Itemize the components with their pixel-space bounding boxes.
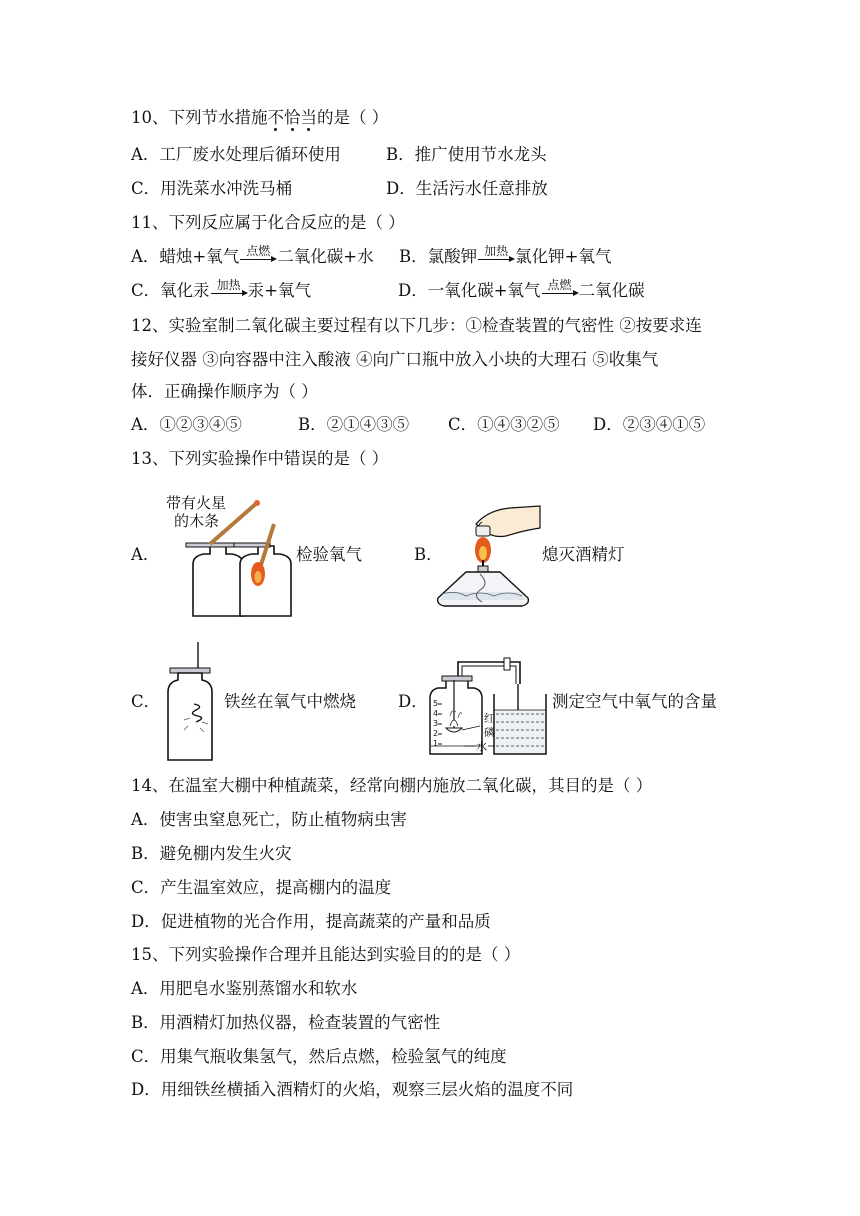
q12-stem-line-1: 12、实验室制二氧化碳主要过程有以下几步：①检查装置的气密性 ②按要求连 xyxy=(131,316,702,335)
reaction-condition: 加热 xyxy=(216,278,241,292)
test-oxygen-figure xyxy=(160,488,295,620)
scale-mark: 3 xyxy=(433,719,439,728)
q10-option-b: B．推广使用节水龙头 xyxy=(386,145,547,164)
q11-stem: 11、下列反应属于化合反应的是（ ） xyxy=(131,213,405,232)
reaction-condition: 点燃 xyxy=(246,244,271,258)
q11-a-reactants: A．蜡烛+氧气 xyxy=(131,247,240,266)
q12-stem-line-2: 接好仪器 ③向容器中注入酸液 ④向广口瓶中放入小块的大理石 ⑤收集气 xyxy=(131,350,659,369)
q10-stem xyxy=(131,107,388,129)
figure-label-phosphorus: 磷 xyxy=(484,726,495,739)
scale-mark: 1 xyxy=(433,739,439,748)
q15-option-c: C．用集气瓶收集氢气，然后点燃，检验氢气的纯度 xyxy=(131,1047,507,1066)
q11-option-c xyxy=(131,280,311,302)
q13-stem: 13、下列实验操作中错误的是（ ） xyxy=(131,449,389,468)
figure-label-water: 水 xyxy=(476,740,487,753)
figure-label-splint: 的木条 xyxy=(174,512,220,530)
reaction-arrow xyxy=(541,280,579,302)
q10-option-a: A．工厂废水处理后循环使用 xyxy=(131,145,341,164)
q10-emphasis-char: 恰 xyxy=(284,108,301,127)
q11-option-d xyxy=(398,280,645,302)
iron-wire-combustion-figure xyxy=(160,642,222,766)
figure-label-phosphorus: 红 xyxy=(484,712,495,725)
q10-option-c: C．用洗菜水冲洗马桶 xyxy=(131,179,293,198)
reaction-arrow xyxy=(239,246,277,268)
reaction-arrow xyxy=(210,280,248,302)
q14-option-b: B．避免棚内发生火灾 xyxy=(131,844,292,863)
figure-label-splint: 带有火星 xyxy=(166,494,227,512)
scale-mark: 2 xyxy=(433,729,439,738)
q14-option-d: D．促进植物的光合作用，提高蔬菜的产量和品质 xyxy=(131,912,491,931)
q12-option-b: B．②①④③⑤ xyxy=(298,415,410,434)
q12-stem-line-3: 体．正确操作顺序为（ ） xyxy=(131,382,318,401)
q11-c-reactants: C．氧化汞 xyxy=(131,281,210,300)
q13-option-c-caption: 铁丝在氧气中燃烧 xyxy=(224,692,356,711)
q10-stem-post: 的是（ ） xyxy=(317,108,389,127)
q11-b-reactants: B．氯酸钾 xyxy=(399,247,478,266)
q12-option-d: D．②③④①⑤ xyxy=(593,415,706,434)
q15-option-b: B．用酒精灯加热仪器，检查装置的气密性 xyxy=(131,1013,441,1032)
q15-option-a: A．用肥皂水鉴别蒸馏水和软水 xyxy=(131,979,358,998)
q11-d-products: 二氧化碳 xyxy=(578,281,645,300)
reaction-condition: 点燃 xyxy=(547,278,572,292)
q13-option-d-caption: 测定空气中氧气的含量 xyxy=(552,692,717,711)
q14-option-a: A．使害虫窒息死亡，防止植物病虫害 xyxy=(131,810,407,829)
q10-emphasis-char: 不 xyxy=(267,108,284,127)
q11-b-products: 氯化钾+氧气 xyxy=(515,247,612,266)
q13-option-a-caption: 检验氧气 xyxy=(296,545,362,564)
reaction-arrow xyxy=(477,246,515,268)
q14-option-c: C．产生温室效应，提高棚内的温度 xyxy=(131,878,392,897)
oxygen-content-figure xyxy=(424,646,550,758)
extinguish-lamp-figure xyxy=(436,502,546,612)
q12-option-a: A．①②③④⑤ xyxy=(131,415,242,434)
q11-option-a xyxy=(131,246,374,268)
q15-option-d: D．用细铁丝横插入酒精灯的火焰，观察三层火焰的温度不同 xyxy=(131,1080,574,1099)
q10-option-d: D．生活污水任意排放 xyxy=(386,179,548,198)
q11-c-products: 汞+氧气 xyxy=(247,281,311,300)
scale-mark: 4 xyxy=(433,709,439,718)
q10-stem-pre: 10、下列节水措施 xyxy=(131,108,268,127)
q14-stem: 14、在温室大棚中种植蔬菜，经常向棚内施放二氧化碳，其目的是（ ） xyxy=(131,776,653,795)
q12-option-c: C．①④③②⑤ xyxy=(448,415,560,434)
scale-mark: 5 xyxy=(433,699,439,708)
q13-option-a-letter: A． xyxy=(131,545,160,564)
q13-option-d-letter: D． xyxy=(398,692,428,711)
q10-emphasis-char: 当 xyxy=(300,108,317,127)
q11-option-b xyxy=(399,246,611,268)
q13-option-b-letter: B． xyxy=(414,545,443,564)
q11-a-products: 二氧化碳+水 xyxy=(277,247,374,266)
q15-stem: 15、下列实验操作合理并且能达到实验目的的是（ ） xyxy=(131,945,521,964)
reaction-condition: 加热 xyxy=(484,244,509,258)
q13-option-c-letter: C． xyxy=(131,692,161,711)
q13-option-b-caption: 熄灭酒精灯 xyxy=(542,545,625,564)
q11-d-reactants: D．一氧化碳+氧气 xyxy=(398,281,541,300)
